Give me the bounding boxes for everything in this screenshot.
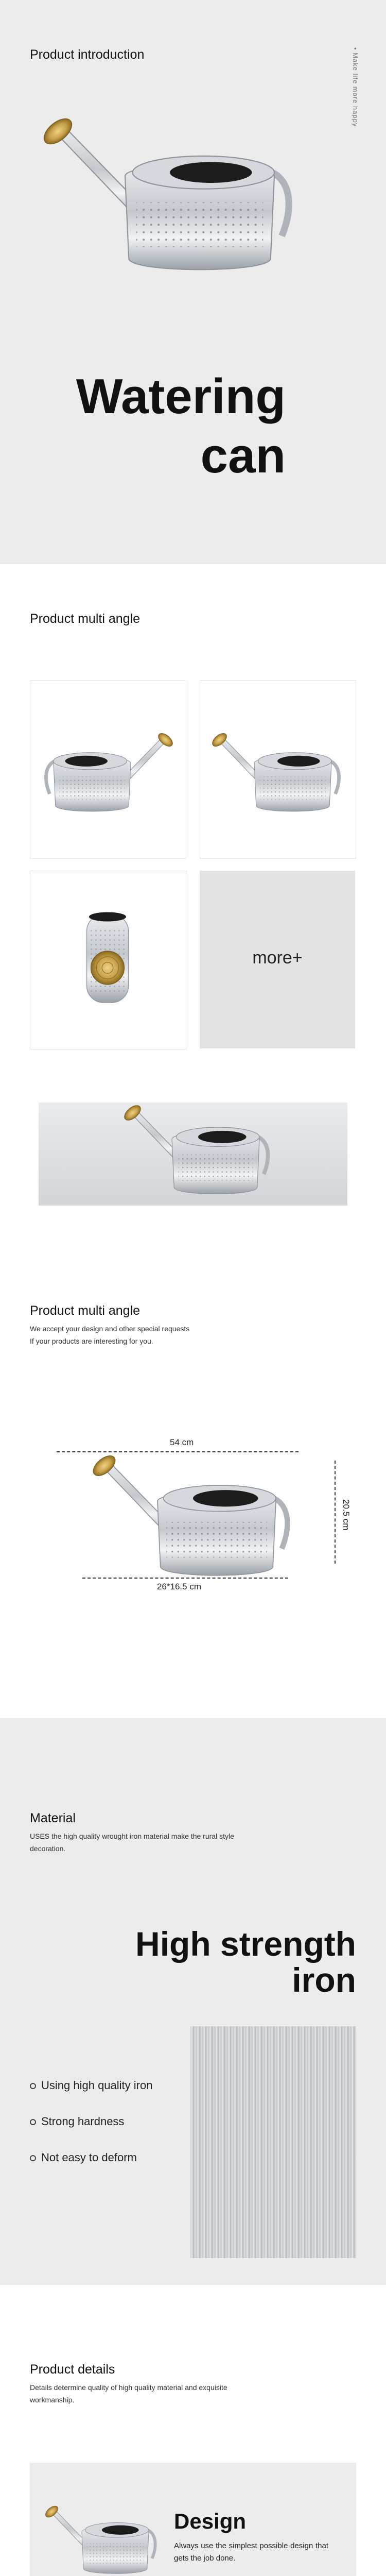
more-label: more+ bbox=[252, 948, 303, 968]
details-section-title: Product details bbox=[30, 2362, 115, 2377]
watering-can-icon bbox=[277, 778, 278, 779]
feature-label: Strong hardness bbox=[41, 2115, 125, 2128]
size-section bbox=[0, 1247, 386, 1721]
hero-side-text: • Make life more happy bbox=[352, 47, 359, 127]
circle-bullet-icon bbox=[30, 2155, 36, 2161]
detail-card-design bbox=[30, 2463, 356, 2576]
circle-bullet-icon bbox=[30, 2083, 36, 2089]
angle-photo-side[interactable] bbox=[30, 680, 186, 859]
details-desc-line2: workmanship. bbox=[30, 2396, 75, 2404]
material-desc-line1: USES the high quality wrought iron material make the rural style bbox=[30, 1832, 234, 1840]
length-label: 54 cm bbox=[170, 1437, 194, 1447]
angles-section-title: Product multi angle bbox=[30, 612, 141, 626]
feature-item bbox=[30, 2151, 137, 2164]
base-label: 26*16.5 cm bbox=[157, 1582, 201, 1591]
feature-item bbox=[30, 2079, 152, 2092]
more-button[interactable] bbox=[200, 871, 355, 1048]
feature-item bbox=[30, 2115, 124, 2128]
feature-label: Not easy to deform bbox=[41, 2151, 137, 2164]
angles-section bbox=[0, 564, 386, 1079]
wide-photo bbox=[39, 1103, 347, 1206]
material-headline-line2: iron bbox=[292, 1961, 356, 1999]
details-desc-line1: Details determine quality of high quality material and exquisite bbox=[30, 2383, 227, 2392]
size-section-title: Product multi angle bbox=[30, 1303, 141, 1318]
details-section bbox=[0, 2285, 386, 2576]
size-desc-line2: If your products are interesting for you. bbox=[30, 1337, 153, 1345]
hero-section bbox=[0, 0, 386, 564]
detail-card-title: Design bbox=[174, 2509, 247, 2533]
angle-photo-front[interactable] bbox=[30, 871, 186, 1049]
length-dimension-line bbox=[57, 1451, 299, 1452]
circle-bullet-icon bbox=[30, 2119, 36, 2125]
watering-can-icon bbox=[193, 1525, 194, 1526]
base-dimension-line bbox=[82, 1578, 288, 1579]
detail-card-desc: Always use the simplest possible design that gets the job done. bbox=[174, 2541, 328, 2563]
hero-headline-line1: Watering bbox=[76, 369, 286, 424]
height-dimension-line bbox=[335, 1461, 336, 1564]
angle-photo-front-side[interactable] bbox=[200, 680, 356, 859]
material-desc-line2: decoration. bbox=[30, 1844, 66, 1853]
height-label: 20.5 cm bbox=[341, 1499, 351, 1531]
material-section bbox=[0, 1718, 386, 2285]
iron-texture-image bbox=[190, 2026, 356, 2258]
material-headline-line1: High strength bbox=[135, 1925, 356, 1963]
size-desc-line1: We accept your design and other special requests bbox=[30, 1325, 190, 1333]
material-section-title: Material bbox=[30, 1811, 76, 1825]
hero-headline-line2: can bbox=[200, 428, 286, 483]
hero-section-title: Product introduction bbox=[30, 47, 145, 62]
feature-label: Using high quality iron bbox=[41, 2079, 153, 2092]
